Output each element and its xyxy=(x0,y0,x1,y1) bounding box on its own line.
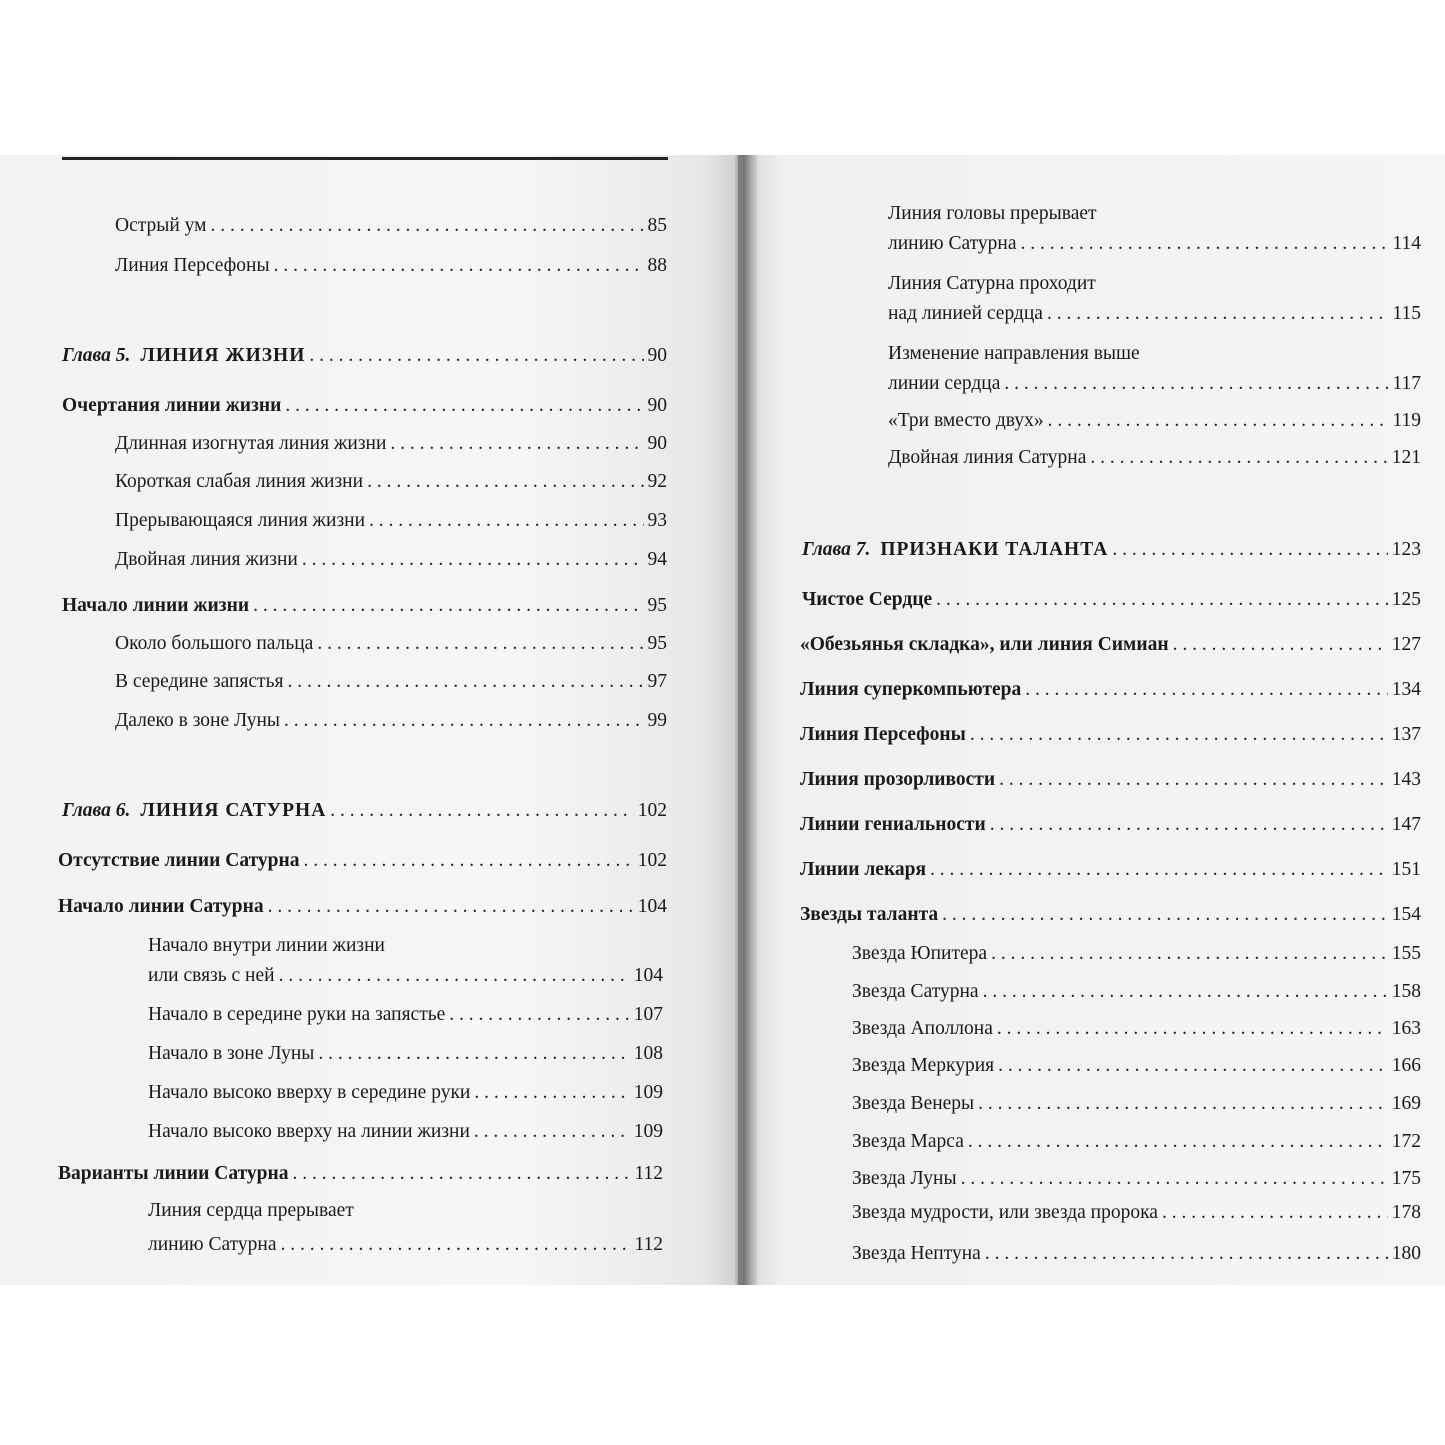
toc-entry-title: Длинная изогнутая линия жизни xyxy=(115,433,387,454)
dot-leader xyxy=(390,434,643,454)
chapter-number: Глава 7. xyxy=(802,539,871,560)
dot-leader xyxy=(474,1083,629,1103)
toc-entry-page: 143 xyxy=(1391,769,1421,790)
dot-leader xyxy=(991,944,1388,964)
toc-entry-page: 93 xyxy=(647,510,667,531)
toc-entry-title: В середине запястья xyxy=(115,671,284,692)
toc-entry-title: Двойная линия жизни xyxy=(115,549,298,570)
toc-entry-title: Далеко в зоне Луны xyxy=(115,710,281,731)
toc-section xyxy=(62,396,667,416)
toc-entry-title: Звезда Нептуна xyxy=(852,1243,981,1264)
dot-leader xyxy=(211,216,644,236)
toc-section xyxy=(800,725,1421,745)
toc-entry-title: Звезда Меркурия xyxy=(852,1055,995,1076)
toc-entry-page: 90 xyxy=(647,433,667,454)
toc-entry xyxy=(148,1235,663,1255)
toc-entry-page: 137 xyxy=(1391,724,1421,745)
toc-entry-page: 169 xyxy=(1391,1093,1421,1114)
toc-entry-title-line1: Изменение направления выше xyxy=(888,343,1140,364)
toc-entry-title: Линия Персефоны xyxy=(800,724,966,745)
dot-leader xyxy=(936,590,1388,610)
dot-leader xyxy=(1047,304,1389,324)
toc-entry xyxy=(115,216,667,236)
toc-entry xyxy=(888,448,1421,468)
toc-entry-title: Начало линии Сатурна xyxy=(58,896,264,917)
toc-entry xyxy=(888,304,1421,324)
toc-entry xyxy=(148,1083,663,1103)
toc-entry-title: Звезда Марса xyxy=(852,1131,964,1152)
toc-entry-page: 123 xyxy=(1391,539,1421,560)
toc-entry-page: 85 xyxy=(647,215,667,236)
toc-section xyxy=(800,905,1421,925)
toc-entry xyxy=(852,944,1421,964)
dot-leader xyxy=(1048,411,1389,431)
toc-entry-page: 95 xyxy=(647,595,667,616)
toc-entry-title: Линия Персефоны xyxy=(115,255,270,276)
toc-section xyxy=(58,897,667,917)
dot-leader xyxy=(268,897,634,917)
toc-entry-title: Чистое Сердце xyxy=(802,589,933,610)
dot-leader xyxy=(330,801,633,821)
toc-entry-page: 108 xyxy=(633,1043,663,1064)
dot-leader xyxy=(1173,635,1388,655)
toc-entry-title: линии сердца xyxy=(888,373,1001,394)
dot-leader xyxy=(1025,680,1388,700)
dot-leader xyxy=(961,1169,1388,1189)
toc-entry-title: Звезда Сатурна xyxy=(852,981,979,1002)
toc-entry xyxy=(115,256,667,276)
dot-leader xyxy=(285,396,643,416)
toc-entry-title-line1: Начало внутри линии жизни xyxy=(148,935,385,956)
dot-leader xyxy=(998,1056,1388,1076)
book-spine xyxy=(735,155,757,1285)
dot-leader xyxy=(293,1164,631,1184)
toc-entry xyxy=(852,1094,1421,1114)
toc-entry-title: Звезда Луны xyxy=(852,1168,957,1189)
toc-section xyxy=(58,1164,663,1184)
toc-entry-page: 155 xyxy=(1391,943,1421,964)
toc-entry xyxy=(148,1005,663,1025)
dot-leader xyxy=(287,672,643,692)
header-rule xyxy=(62,157,668,160)
toc-chapter xyxy=(62,801,667,821)
toc-entry xyxy=(115,634,667,654)
toc-entry-page: 94 xyxy=(647,549,667,570)
toc-entry-page: 107 xyxy=(633,1004,663,1025)
toc-entry-page: 147 xyxy=(1391,814,1421,835)
toc-entry-title: Линия прозорливости xyxy=(800,769,996,790)
toc-entry-page: 112 xyxy=(634,1234,663,1255)
toc-entry-title: Варианты линии Сатурна xyxy=(58,1163,289,1184)
toc-entry xyxy=(148,1122,663,1142)
dot-leader xyxy=(978,1094,1388,1114)
toc-entry-title: Звезда Венеры xyxy=(852,1093,975,1114)
toc-entry-page: 97 xyxy=(647,671,667,692)
dot-leader xyxy=(279,966,630,986)
toc-section xyxy=(800,815,1421,835)
toc-entry-title: Начало в середине руки на запястье xyxy=(148,1004,446,1025)
dot-leader xyxy=(449,1005,629,1025)
dot-leader xyxy=(990,815,1388,835)
toc-entry-page: 90 xyxy=(647,395,667,416)
toc-entry-page: 109 xyxy=(633,1121,663,1142)
toc-entry-page: 109 xyxy=(633,1082,663,1103)
toc-entry-title: Начало в зоне Луны xyxy=(148,1043,315,1064)
toc-entry-page: 104 xyxy=(633,965,663,986)
dot-leader xyxy=(303,851,633,871)
right-page xyxy=(738,155,1445,1285)
toc-entry-page: 115 xyxy=(1392,303,1421,324)
toc-entry xyxy=(115,472,667,492)
toc-entry-page: 163 xyxy=(1391,1018,1421,1039)
dot-leader xyxy=(253,596,643,616)
toc-entry-title-line1: Линия головы прерывает xyxy=(888,203,1097,224)
toc-section xyxy=(58,851,667,871)
toc-entry-title: Очертания линии жизни xyxy=(62,395,282,416)
toc-entry-title: «Обезьянья складка», или линия Симиан xyxy=(800,634,1169,655)
chapter-title: ЛИНИЯ ЖИЗНИ xyxy=(140,345,306,366)
toc-entry xyxy=(888,411,1421,431)
toc-entry xyxy=(852,1132,1421,1152)
dot-leader xyxy=(1162,1203,1388,1223)
toc-entry-page: 99 xyxy=(647,710,667,731)
toc-entry xyxy=(115,672,667,692)
toc-entry xyxy=(148,966,663,986)
toc-entry-page: 102 xyxy=(637,800,667,821)
toc-entry-page: 125 xyxy=(1391,589,1421,610)
toc-entry-page: 90 xyxy=(647,345,667,366)
toc-entry xyxy=(115,550,667,570)
toc-entry-page: 134 xyxy=(1391,679,1421,700)
dot-leader xyxy=(318,1044,629,1064)
toc-section xyxy=(802,590,1421,610)
dot-leader xyxy=(983,982,1388,1002)
dot-leader xyxy=(968,1132,1388,1152)
toc-entry xyxy=(115,711,667,731)
toc-entry xyxy=(115,434,667,454)
toc-entry xyxy=(888,374,1421,394)
toc-entry-page: 166 xyxy=(1391,1055,1421,1076)
toc-entry-title-line1: Линия Сатурна проходит xyxy=(888,273,1096,294)
toc-entry xyxy=(852,982,1421,1002)
toc-entry-page: 112 xyxy=(634,1163,663,1184)
toc-entry xyxy=(888,234,1421,254)
chapter-number: Глава 5. xyxy=(62,345,131,366)
dot-leader xyxy=(1004,374,1388,394)
toc-entry-title: линию Сатурна xyxy=(888,233,1017,254)
toc-entry xyxy=(115,511,667,531)
toc-chapter xyxy=(802,540,1421,560)
toc-entry-page: 154 xyxy=(1391,904,1421,925)
toc-entry-page: 102 xyxy=(637,850,667,871)
toc-entry-title: Линии гениальности xyxy=(800,814,986,835)
toc-entry-page: 104 xyxy=(637,896,667,917)
toc-entry-title: Линия суперкомпьютера xyxy=(800,679,1022,700)
dot-leader xyxy=(1090,448,1387,468)
chapter-title: ЛИНИЯ САТУРНА xyxy=(140,800,327,821)
toc-section xyxy=(800,635,1421,655)
toc-entry-title: Звезда Аполлона xyxy=(852,1018,993,1039)
toc-entry-title: Короткая слабая линия жизни xyxy=(115,471,364,492)
toc-entry xyxy=(852,1244,1421,1264)
toc-entry xyxy=(852,1203,1421,1223)
toc-entry-page: 117 xyxy=(1392,373,1421,394)
toc-entry-title: над линией сердца xyxy=(888,303,1043,324)
dot-leader xyxy=(281,1235,631,1255)
toc-entry-title: Начало высоко вверху в середине руки xyxy=(148,1082,471,1103)
toc-entry-page: 151 xyxy=(1391,859,1421,880)
toc-entry-title: Двойная линия Сатурна xyxy=(888,447,1087,468)
toc-section xyxy=(800,860,1421,880)
toc-entry-page: 172 xyxy=(1391,1131,1421,1152)
toc-entry-page: 121 xyxy=(1391,447,1421,468)
toc-entry-title: или связь с ней xyxy=(148,965,275,986)
toc-entry-title: Прерывающаяся линия жизни xyxy=(115,510,366,531)
toc-entry-page: 114 xyxy=(1392,233,1421,254)
dot-leader xyxy=(274,256,644,276)
toc-entry-page: 92 xyxy=(647,471,667,492)
toc-section xyxy=(800,770,1421,790)
toc-entry xyxy=(852,1056,1421,1076)
toc-entry-title: Звезда Юпитера xyxy=(852,943,988,964)
toc-section xyxy=(800,680,1421,700)
toc-entry xyxy=(852,1169,1421,1189)
dot-leader xyxy=(1021,234,1389,254)
dot-leader xyxy=(930,860,1388,880)
toc-entry-page: 95 xyxy=(647,633,667,654)
toc-entry-title: Начало линии жизни xyxy=(62,595,250,616)
toc-entry-title: Звезда мудрости, или звезда пророка xyxy=(852,1202,1158,1223)
dot-leader xyxy=(970,725,1388,745)
dot-leader xyxy=(302,550,644,570)
toc-entry-page: 175 xyxy=(1391,1168,1421,1189)
toc-entry xyxy=(852,1019,1421,1039)
toc-entry-page: 180 xyxy=(1391,1243,1421,1264)
toc-entry-page: 158 xyxy=(1391,981,1421,1002)
toc-entry-title: Начало высоко вверху на линии жизни xyxy=(148,1121,470,1142)
toc-entry-title: Линии лекаря xyxy=(800,859,927,880)
toc-entry-title: линию Сатурна xyxy=(148,1234,277,1255)
toc-entry-title: Звезды таланта xyxy=(800,904,939,925)
dot-leader xyxy=(367,472,643,492)
dot-leader xyxy=(999,770,1388,790)
toc-chapter xyxy=(62,346,667,366)
toc-entry-page: 127 xyxy=(1391,634,1421,655)
toc-entry-title: Острый ум xyxy=(115,215,207,236)
toc-entry-title: Отсутствие линии Сатурна xyxy=(58,850,300,871)
dot-leader xyxy=(369,511,643,531)
dot-leader xyxy=(474,1122,630,1142)
toc-entry-page: 178 xyxy=(1391,1202,1421,1223)
toc-entry-title: «Три вместо двух» xyxy=(888,410,1044,431)
dot-leader xyxy=(284,711,643,731)
dot-leader xyxy=(942,905,1388,925)
toc-section xyxy=(62,596,667,616)
toc-entry-page: 88 xyxy=(647,255,667,276)
dot-leader xyxy=(317,634,643,654)
dot-leader xyxy=(985,1244,1388,1264)
toc-entry-page: 119 xyxy=(1392,410,1421,431)
toc-entry-title-line1: Линия сердца прерывает xyxy=(148,1200,354,1221)
toc-entry-title: Около большого пальца xyxy=(115,633,314,654)
chapter-number: Глава 6. xyxy=(62,800,131,821)
dot-leader xyxy=(309,346,643,366)
dot-leader xyxy=(1112,540,1387,560)
chapter-title: ПРИЗНАКИ ТАЛАНТА xyxy=(880,539,1109,560)
toc-entry xyxy=(148,1044,663,1064)
dot-leader xyxy=(997,1019,1388,1039)
